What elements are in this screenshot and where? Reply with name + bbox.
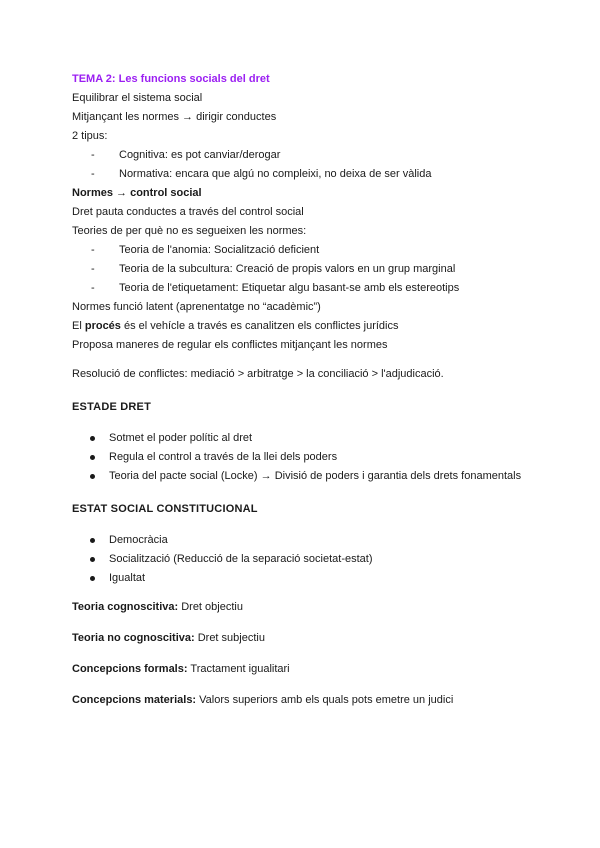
bullet-icon (90, 538, 95, 543)
bullet-item (72, 531, 542, 550)
definition-term: Concepcions formals: (72, 663, 188, 675)
text-line: Dret pauta conductes a través del control social (72, 206, 304, 218)
dash-marker: - (91, 244, 95, 256)
spacer (72, 617, 542, 629)
spacer (72, 355, 542, 365)
definition-text: Dret objectiu (178, 601, 243, 613)
bullet-item (72, 429, 542, 448)
bullet-text: Teoria del pacte social (Locke) → Divisió de poders i garantia dels drets fonamentals (109, 470, 522, 482)
bullet-icon (90, 576, 95, 581)
dash-marker: - (91, 282, 95, 294)
bullet-icon (90, 557, 95, 562)
bullet-item (72, 448, 542, 467)
definition-term: Teoria cognoscitiva: (72, 601, 179, 613)
definition-text: Valors superiors amb els quals pots emetre un judici (196, 694, 454, 706)
bullet-item (72, 550, 542, 569)
definition-line (72, 598, 542, 617)
list-item (72, 279, 542, 298)
list-item-text: Teoria de l'etiquetament: Etiquetar algu basant-se amb els estereotips (119, 282, 460, 294)
proces-prefix: El (72, 320, 85, 332)
bullet-text: Democràcia (109, 534, 168, 546)
text-line: Equilibrar el sistema social (72, 92, 203, 104)
list-item (72, 260, 542, 279)
definition-line (72, 660, 542, 679)
proces-suffix: és el vehícle a través es canalitzen els conflictes jurídics (120, 320, 399, 332)
text-line: Resolució de conflictes: mediació > arbitratge > la conciliació > l'adjudicació. (72, 368, 444, 380)
bullet-text: Igualtat (109, 572, 146, 584)
proces-bold: procés (84, 320, 121, 332)
spacer (72, 519, 542, 531)
text-line: Teories de per què no es segueixen les normes: (72, 225, 307, 237)
definition-term: Teoria no cognoscitiva: (72, 632, 195, 644)
section-heading: ESTAT SOCIAL CONSTITUCIONAL (72, 503, 258, 515)
list-item (72, 241, 542, 260)
dash-marker: - (91, 263, 95, 275)
dash-marker: - (91, 168, 95, 180)
text-line: Normes funció latent (aprenentatge no “acadèmic”) (72, 301, 321, 313)
document-body (72, 70, 542, 710)
proces-line (72, 317, 542, 336)
list-item (72, 165, 542, 184)
text-line: 2 tipus: (72, 130, 108, 142)
definition-text: Dret subjectiu (194, 632, 265, 644)
spacer (72, 384, 542, 398)
bullet-text: Sotmet el poder polític al dret (109, 432, 253, 444)
definition-line (72, 629, 542, 648)
normes-heading (72, 184, 542, 203)
spacer (72, 679, 542, 691)
text-line: Mitjançant les normes → dirigir conductes (72, 111, 277, 123)
spacer (72, 417, 542, 429)
text-line: Proposa maneres de regular els conflictes mitjançant les normes (72, 339, 388, 351)
list-item (72, 146, 542, 165)
spacer (72, 648, 542, 660)
list-item-text: Normativa: encara que algú no compleixi, no deixa de ser vàlida (119, 168, 432, 180)
spacer (72, 486, 542, 500)
bullet-text: Socialització (Reducció de la separació societat-estat) (109, 553, 373, 565)
definition-term: Concepcions materials: (72, 694, 197, 706)
list-item-text: Teoria de la subcultura: Creació de propis valors en un grup marginal (119, 263, 456, 275)
list-item-text: Cognitiva: es pot canviar/derogar (119, 149, 281, 161)
bullet-icon (90, 474, 95, 479)
spacer (72, 588, 542, 598)
bullet-icon (90, 455, 95, 460)
bullet-icon (90, 436, 95, 441)
bullet-text: Regula el control a través de la llei dels poders (109, 451, 338, 463)
bullet-item (72, 467, 542, 486)
section-heading: ESTADE DRET (72, 401, 152, 413)
list-item-text: Teoria de l'anomia: Socialització deficient (119, 244, 320, 256)
normes-heading-text: Normes → control social (72, 187, 202, 199)
dash-marker: - (91, 149, 95, 161)
definition-line (72, 691, 542, 710)
bullet-item (72, 569, 542, 588)
page-title: TEMA 2: Les funcions socials del dret (72, 73, 270, 85)
definition-text: Tractament igualitari (187, 663, 290, 675)
